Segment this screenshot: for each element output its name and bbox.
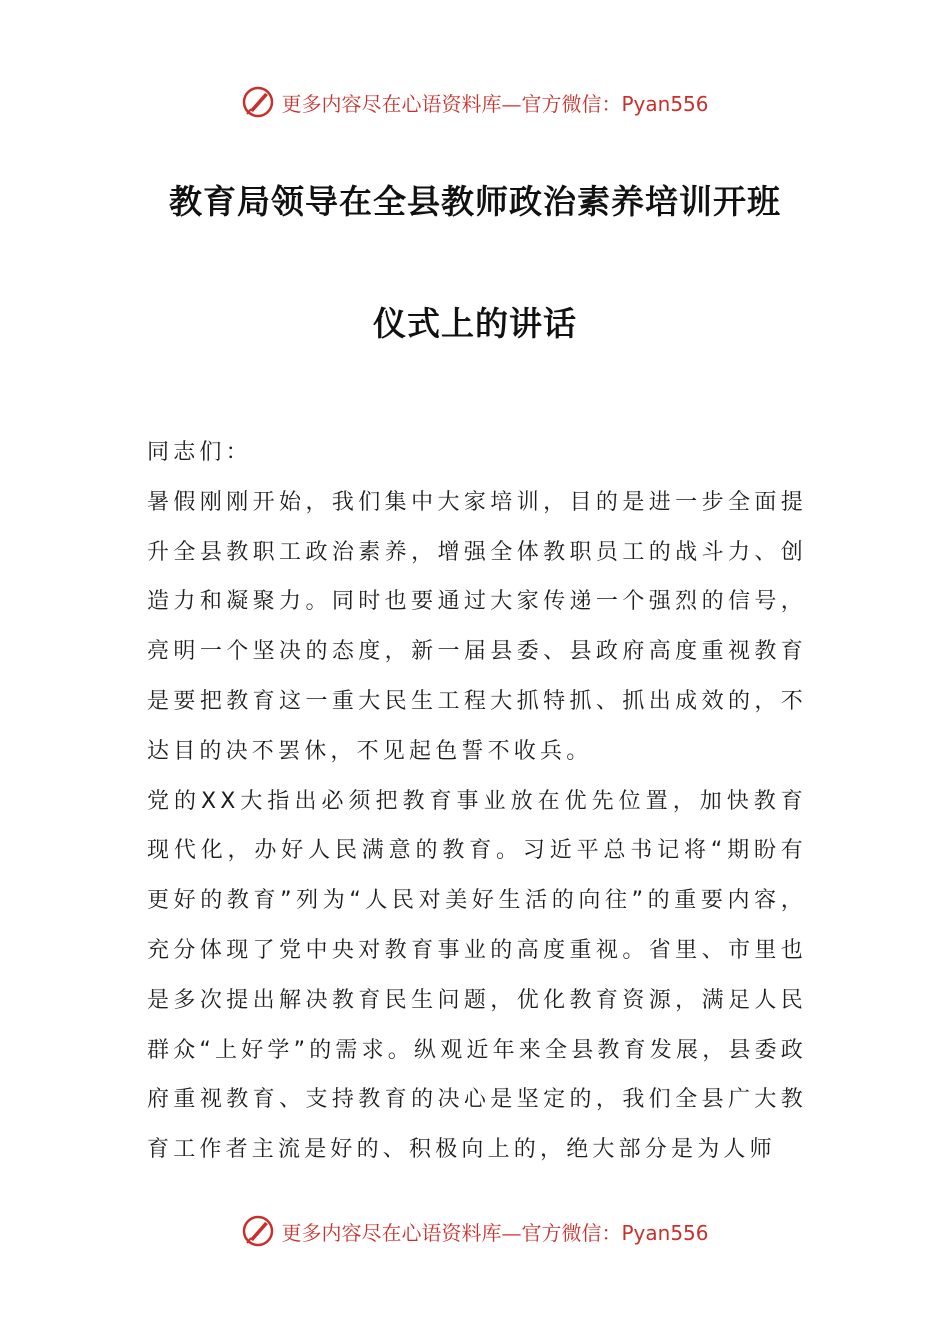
document-title-line-2: 仪式上的讲话	[373, 304, 577, 343]
watermark-header	[0, 82, 950, 122]
watermark-footer	[0, 1211, 950, 1251]
document-body	[147, 428, 807, 1175]
watermark-text: 更多内容尽在心语资料库—官方微信：Pyan556	[281, 91, 709, 116]
paragraph-1: 暑假刚刚开始，我们集中大家培训，目的是进一步全面提升全县教职工政治素养，增强全体教职员工的战斗力、创造力和凝聚力。同时也要通过大家传递一个强烈的信号，亮明一个坚决的态度，新一届县委、县政府高度重视教育是要把教育这一重大民生工程大抓特抓、抓出成效的，不达目的决不罢休，不见起色誓不收兵。	[147, 489, 807, 764]
document-title-line-1: 教育局领导在全县教师政治素养培训开班	[169, 182, 781, 221]
paragraph-2: 党的XX大指出必须把教育事业放在优先位置，加快教育现代化，办好人民满意的教育。习近平总书记将“期盼有更好的教育”列为“人民对美好生活的向往”的重要内容，充分体现了党中央对教育事业的高度重视。省里、市里也是多次提出解决教育民生问题，优化教育资源，满足人民群众“上好学”的需求。纵观近年来全县教育发展，县委政府重视教育、支持教育的决心是坚定的，我们全县广大教育工作者主流是好的、积极向上的，绝大部分是为人师	[147, 788, 807, 1163]
watermark-text: 更多内容尽在心语资料库—官方微信：Pyan556	[281, 1220, 709, 1245]
quill-logo-icon	[241, 1214, 275, 1248]
salutation: 同志们：	[147, 440, 252, 465]
quill-logo-icon	[241, 85, 275, 119]
